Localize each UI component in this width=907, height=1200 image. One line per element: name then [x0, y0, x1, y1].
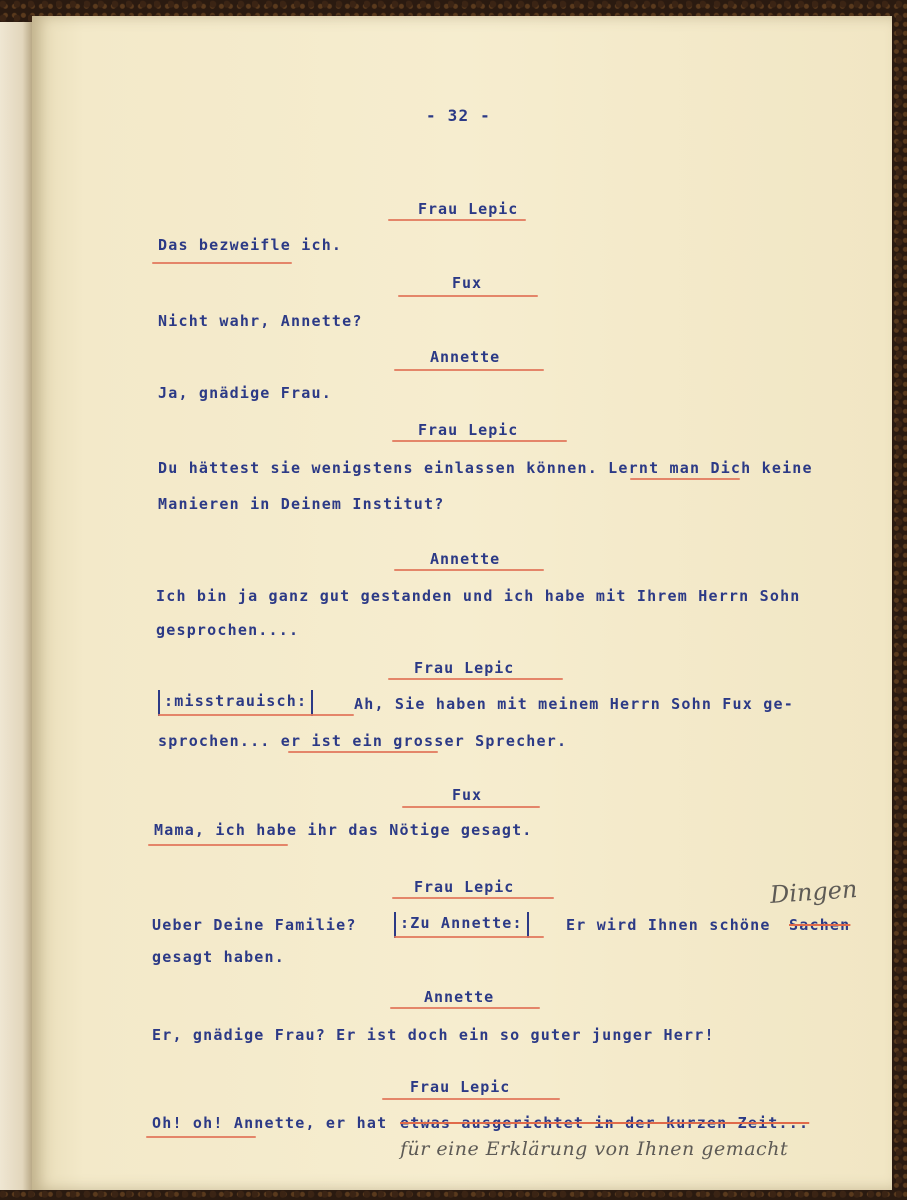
page-number: - 32 - [426, 106, 491, 125]
red-underline [158, 714, 354, 716]
speaker-fux: Fux [452, 274, 483, 292]
red-underline [152, 262, 292, 264]
dialogue-line: Mama, ich habe ihr das Nötige gesagt. [154, 821, 533, 839]
speaker-frau-lepic: Frau Lepic [418, 421, 519, 439]
handwritten-correction: für eine Erklärung von Ihnen gemacht [400, 1138, 789, 1160]
dialogue-line: Ja, gnädige Frau. [158, 384, 332, 402]
dialogue-line: Du hättest sie wenigstens einlassen können. Lernt man Dich keine [158, 459, 813, 477]
red-underline [394, 369, 544, 371]
stage-direction: :Zu Annette: [394, 912, 529, 938]
dialogue-line: gesprochen.... [156, 621, 300, 639]
speaker-frau-lepic: Frau Lepic [414, 878, 515, 896]
speaker-frau-lepic: Frau Lepic [414, 659, 515, 677]
dialogue-line: Er wird Ihnen schöne [566, 916, 771, 934]
speaker-fux: Fux [452, 786, 483, 804]
typescript-page [32, 16, 892, 1190]
red-underline [388, 678, 563, 680]
red-underline [382, 1098, 560, 1100]
dialogue-line: Das bezweifle ich. [158, 236, 343, 254]
speaker-annette: Annette [424, 988, 495, 1006]
struck-phrase: etwas ausgerichtet in der kurzen Zeit... [400, 1114, 810, 1132]
dialogue-line: Nicht wahr, Annette? [158, 312, 363, 330]
stage-direction: :misstrauisch: [158, 690, 313, 716]
red-underline [148, 844, 288, 846]
dialogue-line: sprochen... er ist ein grosser Sprecher. [158, 732, 568, 750]
red-underline [394, 936, 544, 938]
red-underline [392, 897, 554, 899]
red-underline [388, 219, 526, 221]
speaker-annette: Annette [430, 348, 501, 366]
speaker-frau-lepic: Frau Lepic [418, 200, 519, 218]
handwritten-correction: Dingen [769, 874, 859, 910]
dialogue-line: Ich bin ja ganz gut gestanden und ich habe mit Ihrem Herrn Sohn [156, 587, 801, 605]
dialogue-line: Er, gnädige Frau? Er ist doch ein so guter junger Herr! [152, 1026, 715, 1044]
dialogue-line: Ueber Deine Familie? [152, 916, 357, 934]
red-underline [288, 751, 438, 753]
red-underline [630, 478, 740, 480]
red-underline [402, 806, 540, 808]
dialogue-line: Manieren in Deinem Institut? [158, 495, 445, 513]
facing-page-edge [0, 22, 33, 1190]
struck-word: Sachen [789, 916, 851, 934]
speaker-frau-lepic: Frau Lepic [410, 1078, 511, 1096]
red-underline [390, 1007, 540, 1009]
red-underline [392, 440, 567, 442]
speaker-annette: Annette [430, 550, 501, 568]
red-underline [398, 295, 538, 297]
dialogue-line: Ah, Sie haben mit meinem Herrn Sohn Fux ge- [354, 695, 794, 713]
dialogue-line: gesagt haben. [152, 948, 285, 966]
red-underline [394, 569, 544, 571]
dialogue-line: Oh! oh! Annette, er hat [152, 1114, 388, 1132]
red-underline [146, 1136, 256, 1138]
